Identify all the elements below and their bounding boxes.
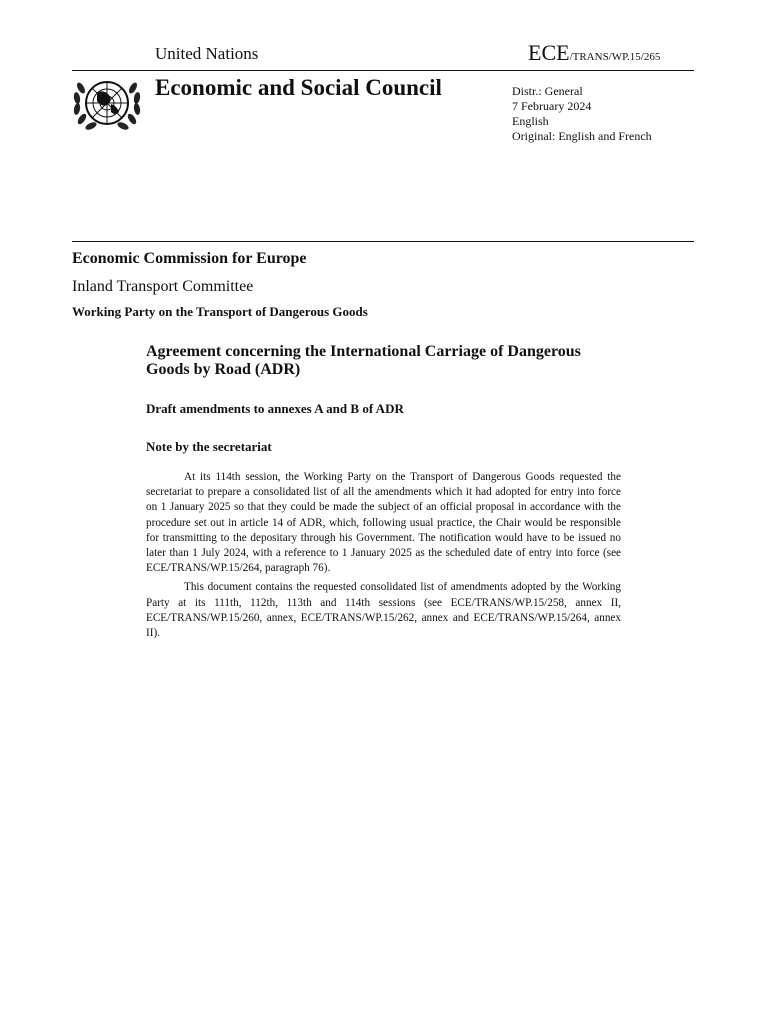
commission-name: Economic Commission for Europe — [72, 250, 307, 267]
document-language: English — [512, 114, 549, 128]
header-rule — [72, 70, 694, 71]
original-language: Original: English and French — [512, 129, 652, 143]
document-date: 7 February 2024 — [512, 99, 592, 113]
note-title: Note by the secretariat — [146, 439, 272, 454]
paragraph: This document contains the requested consolidated list of amendments adopted by the Working Party at its 111th, 112th, 113th and 114th sessions (see ECE/TRANS/WP.15/258, annex II, ECE/TRANS/WP.15/260, annex, ECE/TRANS/WP.15/262, annex and ECE/TRANS/WP.15/264, annex II). — [146, 581, 621, 640]
committee-name: Inland Transport Committee — [72, 278, 254, 295]
agreement-title: Agreement concerning the International Carriage of Dangerous Goods by Road (ADR) — [146, 343, 581, 378]
section-rule — [72, 241, 694, 242]
working-party-name: Working Party on the Transport of Dangerous Goods — [72, 304, 368, 319]
distribution-status: Distr.: General — [512, 84, 583, 98]
organization-name: United Nations — [155, 44, 259, 63]
council-title: Economic and Social Council — [155, 75, 442, 100]
symbol-suffix: /TRANS/WP.15/265 — [569, 51, 661, 63]
draft-title: Draft amendments to annexes A and B of ADR — [146, 401, 404, 416]
symbol-prefix: ECE — [528, 40, 570, 65]
paragraph: At its 114th session, the Working Party on the Transport of Dangerous Goods requested the secretariat to prepare a consolidated list of all the amendments which it had adopted for entry into force on 1 January 2025 so that they could be made the subject of an official proposal in accordance with the procedure set out in article 14 of ADR, which, following usual practice, the Chair would be responsible for transmitting to the depositary through his Government. The notification would have to be issued no later than 1 July 2024, with a reference to 1 January 2025 as the scheduled date of entry into force (see ECE/TRANS/WP.15/264, paragraph 76). — [146, 471, 621, 575]
distribution-block — [512, 84, 652, 144]
body-text — [146, 470, 621, 645]
document-symbol — [528, 40, 660, 66]
un-emblem-icon — [71, 76, 143, 132]
